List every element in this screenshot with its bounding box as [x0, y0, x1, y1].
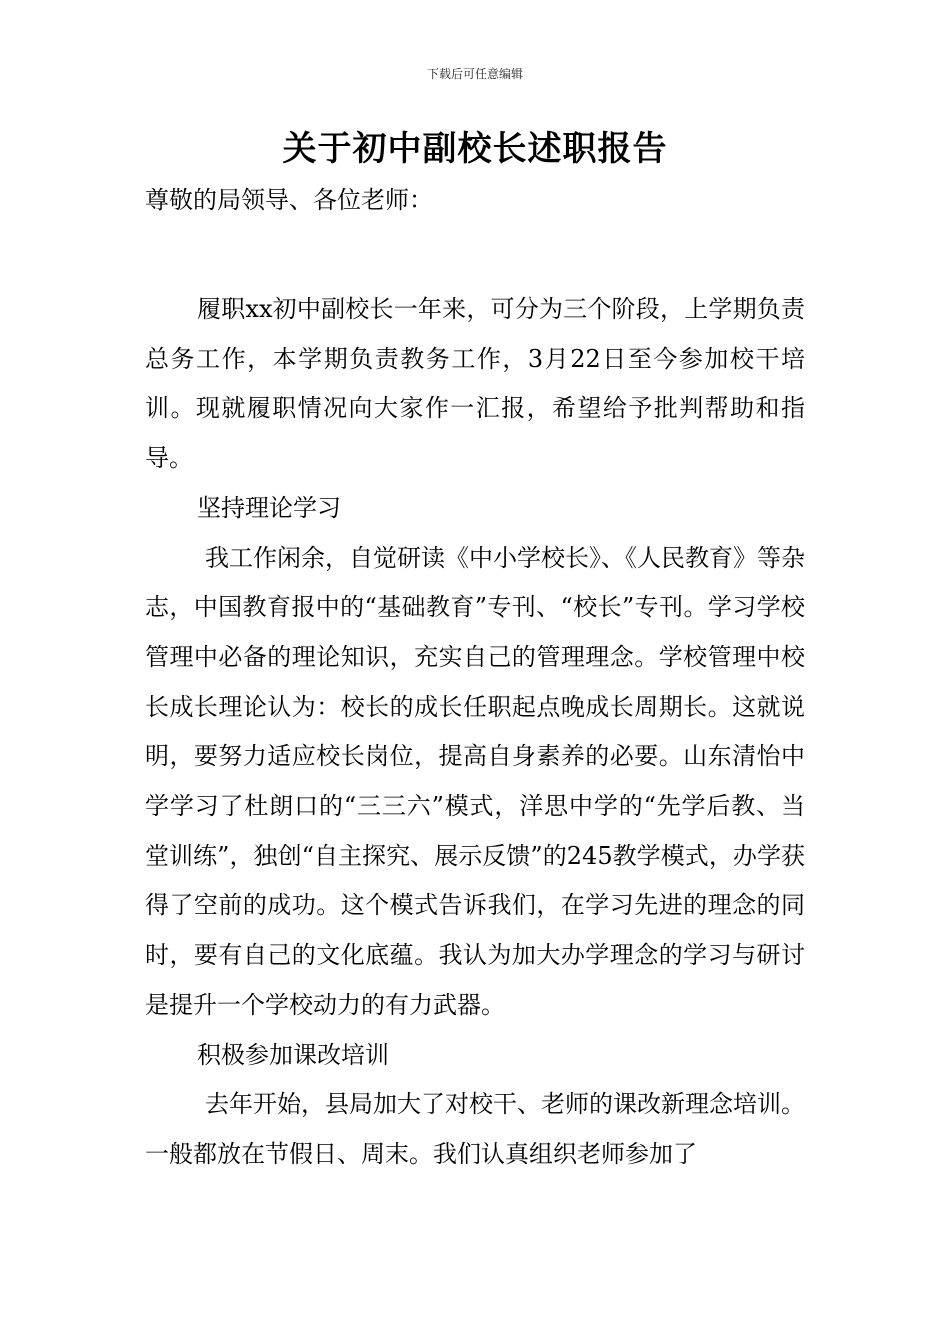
paragraph-curriculum-training: 去年开始，县局加大了对校干、老师的课改新理念培训。一般都放在节假日、周末。我们认真组织老师参加了: [145, 1090, 805, 1168]
paragraph-intro: 履职xx初中副校长一年来，可分为三个阶段，上学期负责总务工作，本学期负责教务工作，3月22日至今参加校干培训。现就履职情况向大家作一汇报，希望给予批判帮助和指导。: [145, 295, 805, 473]
document-body: [145, 285, 805, 1180]
section-heading-curriculum-training: 积极参加课改培训: [197, 1040, 389, 1069]
salutation: 尊敬的局领导、各位老师：: [145, 186, 433, 214]
page-header-note: 下载后可任意编辑: [426, 67, 523, 81]
paragraph-theory-study: 我工作闲余，自觉研读《中小学校长》、《人民教育》等杂志，中国教育报中的“基础教育”专刊、“校长”专刊。学习学校管理中必备的理论知识，充实自己的管理理念。学校管理中校长成长理论认为：校长的成长任职起点晚成长周期长。这就说明，要努力适应校长岗位，提高自身素养的必要。山东清怡中学学习了杜朗口的“三三六”模式，洋思中学的“先学后教、当堂训练”，独创“自主探究、展示反馈”的245教学模式，办学获得了空前的成功。这个模式告诉我们，在学习先进的理念的同时，要有自己的文化底蕴。我认为加大办学理念的学习与研讨是提升一个学校动力的有力武器。: [145, 543, 805, 1019]
section-heading-theory-study: 坚持理论学习: [197, 493, 341, 522]
document-title: 关于初中副校长述职报告: [282, 129, 668, 169]
